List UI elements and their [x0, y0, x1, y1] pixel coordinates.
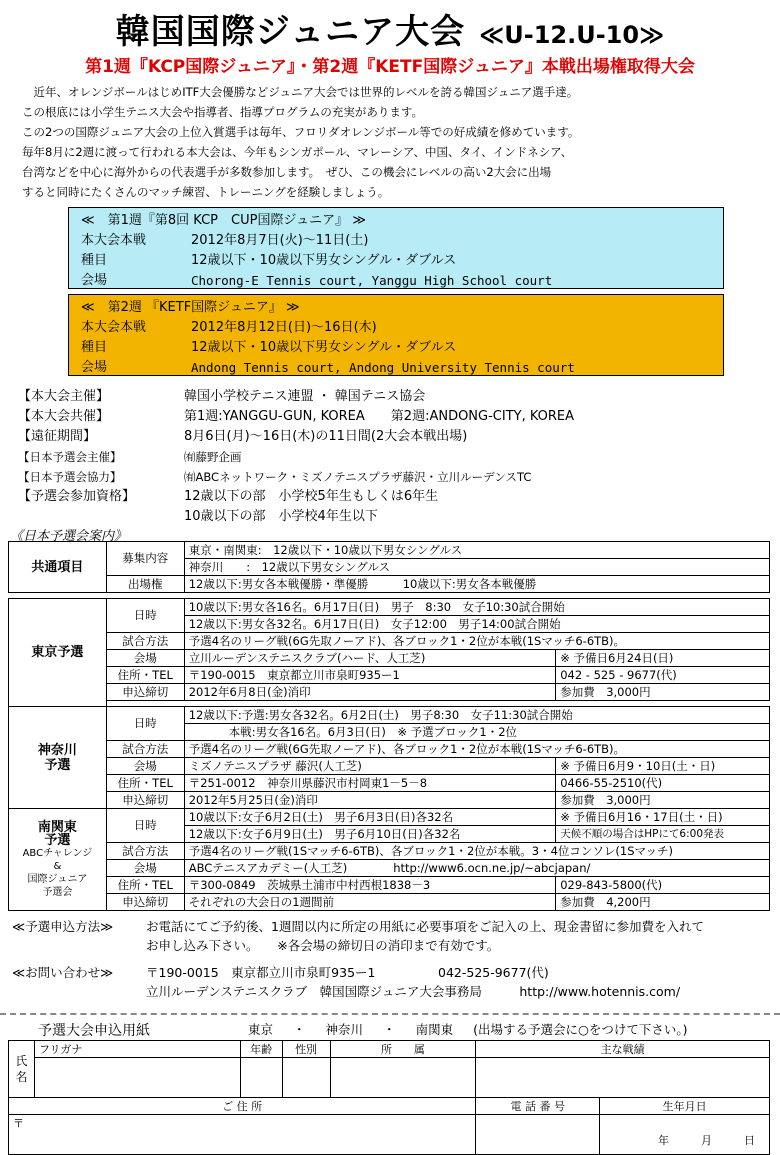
table-row — [9, 667, 770, 684]
region-common: 共通項目 — [9, 542, 107, 593]
intro-line: 台湾などを中心に海外からの代表選手が多数参加します。 ぜひ、この機会にレベルの高い2大会に出場 — [22, 165, 552, 179]
kanagawa-tel: 0466-55-2510(代) — [556, 775, 770, 792]
info-label: 【遠征期間】 — [18, 429, 97, 444]
guide-title: 《日本予選会案内》 — [10, 529, 128, 544]
tokyo-date-1: 10歳以下:男女各16名。6月17日(日) 男子 8:30 女子10:30試合開始 — [184, 599, 769, 616]
intro-text — [22, 82, 762, 202]
info-label: 【本大会主催】 — [18, 389, 110, 404]
kanagawa-address-label: 住所・TEL — [106, 775, 184, 792]
furigana-label: フリガナ — [34, 1041, 240, 1058]
form-header-row-2 — [9, 1098, 770, 1115]
contact-row — [12, 963, 772, 982]
table-row — [9, 843, 770, 860]
minami-venue: ABCテニスアカデミー(人工芝) — [188, 860, 348, 875]
table-row — [9, 684, 770, 701]
birth-day: 日 — [744, 1134, 755, 1147]
kanagawa-deadline: 2012年5月25日(金)消印 — [184, 792, 555, 809]
kanagawa-address: 〒251-0012 神奈川県藤沢市村岡東1－5－8 — [184, 775, 555, 792]
contact-row-2 — [12, 982, 772, 1001]
recruit-1: 東京・南関東: 12歳以下・10歳以下男女シングルス — [184, 542, 769, 559]
address-label: ご 住 所 — [9, 1098, 476, 1115]
age-label: 年齢 — [240, 1041, 282, 1058]
form-region-kanagawa[interactable]: 神奈川 — [325, 1022, 364, 1037]
minami-reserve: ※ 予備日6月16・17日(土・日) — [556, 809, 770, 826]
week1-box — [68, 207, 724, 289]
contact-2: 立川ルーデンステニスクラブ 韓国国際ジュニア大会事務局 http://www.hotennis.com/ — [146, 984, 681, 999]
kanagawa-reserve: ※ 予備日6月9・10日(土・日) — [556, 758, 770, 775]
tokyo-address-label: 住所・TEL — [106, 667, 184, 684]
minami-venue-cell — [184, 860, 769, 877]
affiliation-label: 所 属 — [330, 1041, 476, 1058]
kanagawa-deadline-label: 申込締切 — [106, 792, 184, 809]
week1-dates: 2012年8月7日(火)～11日(土) — [191, 233, 369, 248]
table-row — [9, 633, 770, 650]
page-title-sub: ≪U-12.U-10≫ — [479, 21, 665, 49]
table-row — [9, 860, 770, 877]
form-title: 予選大会申込用紙 — [38, 1023, 150, 1039]
contact-1: 〒190-0015 東京都立川市泉町935ー1 042-525-9677(代) — [146, 965, 549, 980]
application-form-table — [8, 1040, 770, 1155]
apply-method-2: お申し込み下さい。 ※各会場の締切日の消印まで有効です。 — [146, 938, 500, 953]
kanagawa-date-2: 本戦:男女各16名。6月3日(日) ※ 予選ブロック1・2位 — [184, 724, 769, 741]
table-row — [9, 792, 770, 809]
birth-field[interactable] — [600, 1115, 770, 1155]
name-field[interactable] — [34, 1058, 240, 1098]
info-row — [18, 427, 758, 447]
tokyo-address: 〒190-0015 東京都立川市泉町935ー1 — [184, 667, 555, 684]
form-header-row — [9, 1041, 770, 1058]
table-row — [9, 542, 770, 559]
region-minami-5: 国際ジュニア — [27, 873, 88, 885]
kanagawa-date-label: 日時 — [106, 707, 184, 741]
table-row — [9, 809, 770, 826]
week1-heading: ≪ 第1週『第8回 KCP CUP国際ジュニア』 ≫ — [81, 213, 366, 228]
form-input-row — [9, 1058, 770, 1098]
postal-mark: 〒 — [13, 1117, 24, 1130]
tokyo-venue-label: 会場 — [106, 650, 184, 667]
page-subtitle: 第1週『KCP国際ジュニア』・第2週『KETF国際ジュニア』本戦出場権取得大会 — [85, 57, 695, 77]
info-section — [18, 387, 758, 527]
minami-address: 〒300-0849 茨城県土浦市中村西根1838－3 — [184, 877, 555, 894]
kanagawa-fee: 参加費 3,000円 — [556, 792, 770, 809]
info-row — [18, 407, 758, 427]
table-row — [9, 707, 770, 724]
info-row — [18, 467, 758, 487]
record-field[interactable] — [476, 1058, 770, 1098]
tokyo-date-2: 12歳以下:男女各32名。6月17日(日) 女子12:00 男子14:00試合開始 — [184, 616, 769, 633]
info-label: 【本大会共催】 — [18, 409, 110, 424]
week1-event: 12歳以下・10歳以下男女シングル・ダブルス — [191, 253, 457, 268]
week2-box — [68, 294, 724, 376]
spacer — [12, 982, 146, 1001]
minami-address-label: 住所・TEL — [106, 877, 184, 894]
info-value: ㈲ABCネットワーク・ミズノテニスプラザ藤沢・立川ルーデンスTC — [184, 470, 532, 484]
region-minami-6: 予選会 — [42, 886, 73, 898]
page-title: 韓国国際ジュニア大会 — [115, 12, 466, 52]
kanagawa-venue: ミズノテニスプラザ 藤沢(人工芝) — [184, 758, 555, 775]
birth-label: 生年月日 — [600, 1098, 770, 1115]
contact-label: ≪お問い合わせ≫ — [12, 965, 114, 980]
table-row — [9, 741, 770, 758]
week1-venue: Chorong-E Tennis court, Yanggu High School court — [191, 273, 553, 288]
address-field[interactable] — [9, 1115, 476, 1155]
week2-heading: ≪ 第2週 『KETF国際ジュニア』 ≫ — [81, 300, 300, 315]
info-value: 韓国小学校テニス連盟 ・ 韓国テニス協会 — [184, 389, 426, 404]
tokyo-method-label: 試合方法 — [106, 633, 184, 650]
minami-date-label: 日時 — [106, 809, 184, 843]
week1-event-row — [81, 251, 711, 271]
tokyo-method: 予選4名のリーグ戦(6G先取ノーアド)、各ブロック1・2位が本戦(1Sマッチ6-6TB)。 — [184, 633, 769, 650]
sex-field[interactable] — [282, 1058, 330, 1098]
table-row — [9, 599, 770, 616]
week2-event-row — [81, 338, 711, 358]
minami-date-2: 12歳以下:女子6月9日(土) 男子6月10日(日)各32名 — [184, 826, 555, 843]
info-label: 【予選会参加資格】 — [18, 489, 136, 504]
tokyo-date-label: 日時 — [106, 599, 184, 633]
table-row — [9, 758, 770, 775]
form-region-select — [248, 1020, 708, 1038]
right-label: 出場権 — [106, 576, 184, 593]
apply-method-row-2 — [12, 936, 772, 955]
region-minami-3: ABCチャレンジ — [22, 847, 93, 859]
right-value: 12歳以下:男女各本戦優勝・準優勝 10歳以下:男女各本戦優勝 — [184, 576, 769, 593]
tokyo-venue: 立川ルーデンステニスクラブ(ハード、人工芝) — [184, 650, 555, 667]
region-minami — [9, 809, 107, 911]
minami-url[interactable]: http://www6.ocn.ne.jp/~abcjapan/ — [393, 860, 591, 875]
info-value: 10歳以下の部 小学校4年生以下 — [184, 509, 378, 524]
week2-dates: 2012年8月12日(日)～16日(木) — [191, 320, 377, 335]
apply-method-row — [12, 917, 772, 936]
minami-date-1: 10歳以下:女子6月2日(土) 男子6月3日(日)各32名 — [184, 809, 555, 826]
age-field[interactable] — [240, 1058, 282, 1098]
week2-venue-label: 会場 — [81, 360, 108, 375]
tokyo-reserve: ※ 予備日6月24日(日) — [556, 650, 770, 667]
name-label: 氏名 — [9, 1041, 35, 1098]
info-value: 12歳以下の部 小学校5年生もしくは6年生 — [184, 489, 439, 504]
table-row — [9, 650, 770, 667]
page-title-block — [0, 4, 780, 53]
week1-venue-label: 会場 — [81, 273, 108, 288]
week2-venue: Andong Tennis court, Andong University Tennis court — [191, 360, 575, 375]
intro-line: 毎年8月に2週に渡って行われる本大会は、今年もシンガポール、マレーシア、中国、タイ、インドネシア、 — [22, 145, 573, 159]
record-label: 主な戦績 — [476, 1041, 770, 1058]
form-region-tokyo[interactable]: 東京 — [248, 1022, 274, 1037]
tokyo-fee: 参加費 3,000円 — [556, 684, 770, 701]
spacer — [12, 936, 146, 955]
recruit-label: 募集内容 — [106, 542, 184, 576]
info-row — [18, 387, 758, 407]
form-region-minami[interactable]: 南関東 — [415, 1022, 454, 1037]
intro-line: この2つの国際ジュニア大会の上位入賞選手は毎年、フロリダオレンジボール等での好成績を修めています。 — [22, 125, 580, 139]
region-kanagawa-2: 予選 — [44, 757, 71, 773]
intro-line: すると同時にたくさんのマッチ練習、トレーニングを経験しましょう。 — [22, 185, 390, 199]
info-row — [18, 507, 758, 527]
minami-tel: 029-843-5800(代) — [556, 877, 770, 894]
minami-method: 予選4名のリーグ戦(1Sマッチ6-6TB)、各ブロック1・2位が本戦。3・4位コンソレ(1Sマッチ) — [184, 843, 769, 860]
apply-method-1: お電話にてご予約後、1週間以内に所定の用紙に必要事項をご記入の上、現金書留に参加費を入れて — [146, 919, 704, 934]
form-input-row-2 — [9, 1115, 770, 1155]
recruit-2: 神奈川 : 12歳以下男女シングルス — [184, 559, 769, 576]
qualifier-schedule-table — [8, 541, 770, 911]
tokyo-deadline: 2012年6月8日(金)消印 — [184, 684, 555, 701]
minami-deadline-label: 申込締切 — [106, 894, 184, 911]
phone-field[interactable] — [476, 1115, 600, 1155]
table-row — [9, 894, 770, 911]
info-value: 第1週:YANGGU-GUN, KOREA 第2週:ANDONG-CITY, KOREA — [184, 409, 575, 424]
birth-month: 月 — [701, 1134, 712, 1147]
info-row — [18, 487, 758, 507]
info-label — [18, 507, 184, 527]
intro-line: 近年、オレンジボールはじめITF大会優勝などジュニア大会では世界的レベルを誇る韓国ジュニア選手達。 — [22, 85, 579, 99]
week2-event-label: 種目 — [81, 340, 108, 355]
apply-section — [12, 917, 772, 1001]
week1-event-label: 種目 — [81, 253, 108, 268]
form-region-note: (出場する予選会に○をつけて下さい。) — [473, 1022, 688, 1037]
info-value: ㈲藤野企画 — [184, 450, 242, 464]
kanagawa-date-1: 12歳以下:予選:男女各32名。6月2日(土) 男子8:30 女子11:30試合開始 — [184, 707, 769, 724]
table-row — [9, 576, 770, 593]
minami-method-label: 試合方法 — [106, 843, 184, 860]
kanagawa-method: 予選4名のリーグ戦(6G先取ノーアド)、各ブロック1・2位が本戦(1Sマッチ6-6TB)。 — [184, 741, 769, 758]
info-label: 【日本予選会協力】 — [18, 470, 122, 484]
region-minami-1: 南関東 — [37, 819, 77, 835]
table-row — [9, 775, 770, 792]
info-label: 【日本予選会主催】 — [18, 450, 122, 464]
cut-line — [0, 1013, 780, 1015]
week2-dates-label: 本大会本戦 — [81, 320, 147, 335]
tokyo-tel: 042 - 525 - 9677(代) — [556, 667, 770, 684]
minami-deadline: それぞれの大会日の1週間前 — [184, 894, 555, 911]
region-minami-4: & — [53, 860, 62, 872]
kanagawa-venue-label: 会場 — [106, 758, 184, 775]
region-minami-2: 予選 — [44, 832, 71, 848]
form-sep-2: ・ — [383, 1022, 396, 1037]
week1-dates-row — [81, 231, 711, 251]
week2-venue-row — [81, 358, 711, 378]
table-row — [9, 877, 770, 894]
minami-fee: 参加費 4,200円 — [556, 894, 770, 911]
minami-venue-label: 会場 — [106, 860, 184, 877]
week1-dates-label: 本大会本戦 — [81, 233, 147, 248]
affiliation-field[interactable] — [330, 1058, 476, 1098]
form-sep-1: ・ — [293, 1022, 306, 1037]
apply-method-label: ≪予選申込方法≫ — [12, 919, 114, 934]
phone-label: 電 話 番 号 — [476, 1098, 600, 1115]
sex-label: 性別 — [282, 1041, 330, 1058]
region-tokyo: 東京予選 — [9, 599, 107, 707]
week2-event: 12歳以下・10歳以下男女シングル・ダブルス — [191, 340, 457, 355]
intro-line: この根底には小学生テニス大会や指導者、指導プログラムの充実があります。 — [22, 105, 424, 119]
minami-weather-note: 天候不順の場合はHPにて6:00発表 — [556, 826, 770, 843]
birth-year: 年 — [658, 1134, 669, 1147]
week1-venue-row — [81, 271, 711, 291]
region-kanagawa-1: 神奈川 — [37, 742, 77, 758]
kanagawa-method-label: 試合方法 — [106, 741, 184, 758]
week2-dates-row — [81, 318, 711, 338]
region-kanagawa — [9, 707, 107, 809]
tokyo-deadline-label: 申込締切 — [106, 684, 184, 701]
info-row — [18, 447, 758, 467]
info-value: 8月6日(月)～16日(木)の11日間(2大会本戦出場) — [184, 429, 468, 444]
